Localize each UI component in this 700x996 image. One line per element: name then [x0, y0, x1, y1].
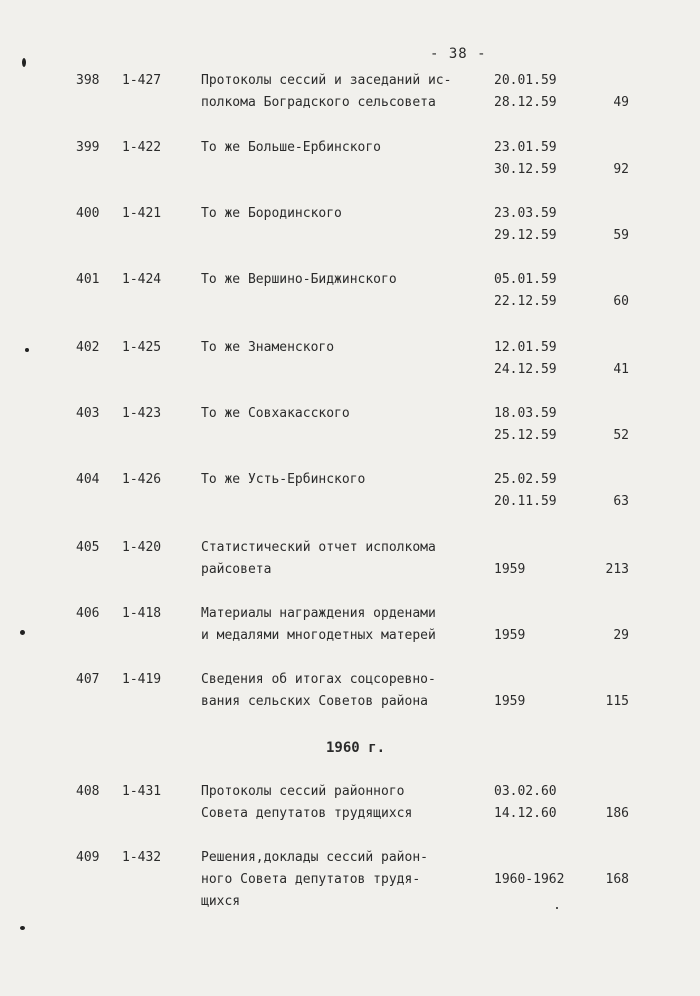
entry-number: 407 — [76, 672, 100, 687]
entry-code: 1-426 — [122, 472, 162, 487]
date-end: 1959 — [494, 694, 526, 709]
entry-number: 408 — [76, 784, 100, 799]
description-line: Статистический отчет исполкома — [201, 540, 436, 555]
entry-number: 398 — [76, 73, 100, 88]
date-start: 12.01.59 — [494, 340, 557, 355]
date-end: 20.11.59 — [494, 494, 557, 509]
sheet-count: 92 — [613, 162, 629, 177]
date-start: 05.01.59 — [494, 272, 557, 287]
entry-code: 1-427 — [122, 73, 162, 88]
sheet-count: 41 — [613, 362, 629, 377]
description-line: вания сельских Советов района — [201, 694, 428, 709]
date-start: 20.01.59 — [494, 73, 557, 88]
sheet-count: 115 — [605, 694, 629, 709]
description-line: То же Совхакасского — [201, 406, 350, 421]
entry-number: 399 — [76, 140, 100, 155]
sheet-count: 63 — [613, 494, 629, 509]
sheet-count: 60 — [613, 294, 629, 309]
entry-code: 1-418 — [122, 606, 162, 621]
sheet-count: 29 — [613, 628, 629, 643]
date-start: 18.03.59 — [494, 406, 557, 421]
date-start: 23.01.59 — [494, 140, 557, 155]
date-end: 22.12.59 — [494, 294, 557, 309]
description-line: и медалями многодетных матерей — [201, 628, 436, 643]
description-line: То же Больше-Ербинского — [201, 140, 382, 155]
sheet-count: 59 — [613, 228, 629, 243]
scan-speck — [25, 348, 29, 352]
date-end: 1959 — [494, 562, 526, 577]
entry-code: 1-419 — [122, 672, 162, 687]
entry-code: 1-431 — [122, 784, 162, 799]
entry-description — [201, 406, 486, 428]
sheet-count: 213 — [605, 562, 629, 577]
entry-description — [201, 606, 486, 650]
entry-description — [201, 206, 486, 228]
date-end: 1959 — [494, 628, 526, 643]
entry-number: 404 — [76, 472, 100, 487]
description-line: То же Знаменского — [201, 340, 335, 355]
entry-description — [201, 73, 486, 117]
entry-code: 1-421 — [122, 206, 162, 221]
page-number: - 38 - — [430, 46, 487, 62]
date-start: 03.02.60 — [494, 784, 557, 799]
date-end: 25.12.59 — [494, 428, 557, 443]
description-line: райсовета — [201, 562, 272, 577]
description-line: щихся — [201, 894, 241, 909]
entry-description — [201, 140, 486, 162]
sheet-count: 168 — [605, 872, 629, 887]
entry-code: 1-425 — [122, 340, 162, 355]
entry-number: 405 — [76, 540, 100, 555]
description-line: ного Совета депутатов трудя- — [201, 872, 421, 887]
date-end: 14.12.60 — [494, 806, 557, 821]
entry-number: 402 — [76, 340, 100, 355]
entry-description — [201, 472, 486, 494]
date-end: 28.12.59 — [494, 95, 557, 110]
description-line: Протоколы сессий районного — [201, 784, 405, 799]
entry-description — [201, 540, 486, 584]
description-line: То же Вершино-Биджинского — [201, 272, 397, 287]
description-line: То же Бородинского — [201, 206, 342, 221]
entry-description — [201, 672, 486, 716]
entry-number: 400 — [76, 206, 100, 221]
entry-code: 1-423 — [122, 406, 162, 421]
entry-description — [201, 340, 486, 362]
entry-description — [201, 784, 486, 828]
sheet-count: 186 — [605, 806, 629, 821]
entry-number: 406 — [76, 606, 100, 621]
description-line: Решения,доклады сессий район- — [201, 850, 428, 865]
description-line: полкома Боградского сельсовета — [201, 95, 436, 110]
entry-code: 1-424 — [122, 272, 162, 287]
year-heading: 1960 г. — [326, 740, 386, 756]
description-line: То же Усть-Ербинского — [201, 472, 366, 487]
entry-description — [201, 272, 486, 294]
sheet-count: 49 — [613, 95, 629, 110]
entry-number: 403 — [76, 406, 100, 421]
description-line: Совета депутатов трудящихся — [201, 806, 413, 821]
entry-number: 401 — [76, 272, 100, 287]
date-end: 30.12.59 — [494, 162, 557, 177]
description-line: Протоколы сессий и заседаний ис- — [201, 73, 452, 88]
scan-speck — [20, 630, 25, 635]
scan-speck — [20, 926, 25, 930]
date-end: 1960-1962 — [494, 872, 565, 887]
date-start: 23.03.59 — [494, 206, 557, 221]
entry-number: 409 — [76, 850, 100, 865]
entry-code: 1-420 — [122, 540, 162, 555]
entry-code: 1-422 — [122, 140, 162, 155]
date-end: 24.12.59 — [494, 362, 557, 377]
entry-code: 1-432 — [122, 850, 162, 865]
description-line: Материалы награждения орденами — [201, 606, 436, 621]
entry-description — [201, 850, 486, 916]
sheet-count: 52 — [613, 428, 629, 443]
date-end: 29.12.59 — [494, 228, 557, 243]
scan-speck — [22, 58, 26, 67]
date-start: 25.02.59 — [494, 472, 557, 487]
scan-speck — [556, 907, 558, 909]
description-line: Сведения об итогах соцсоревно- — [201, 672, 436, 687]
